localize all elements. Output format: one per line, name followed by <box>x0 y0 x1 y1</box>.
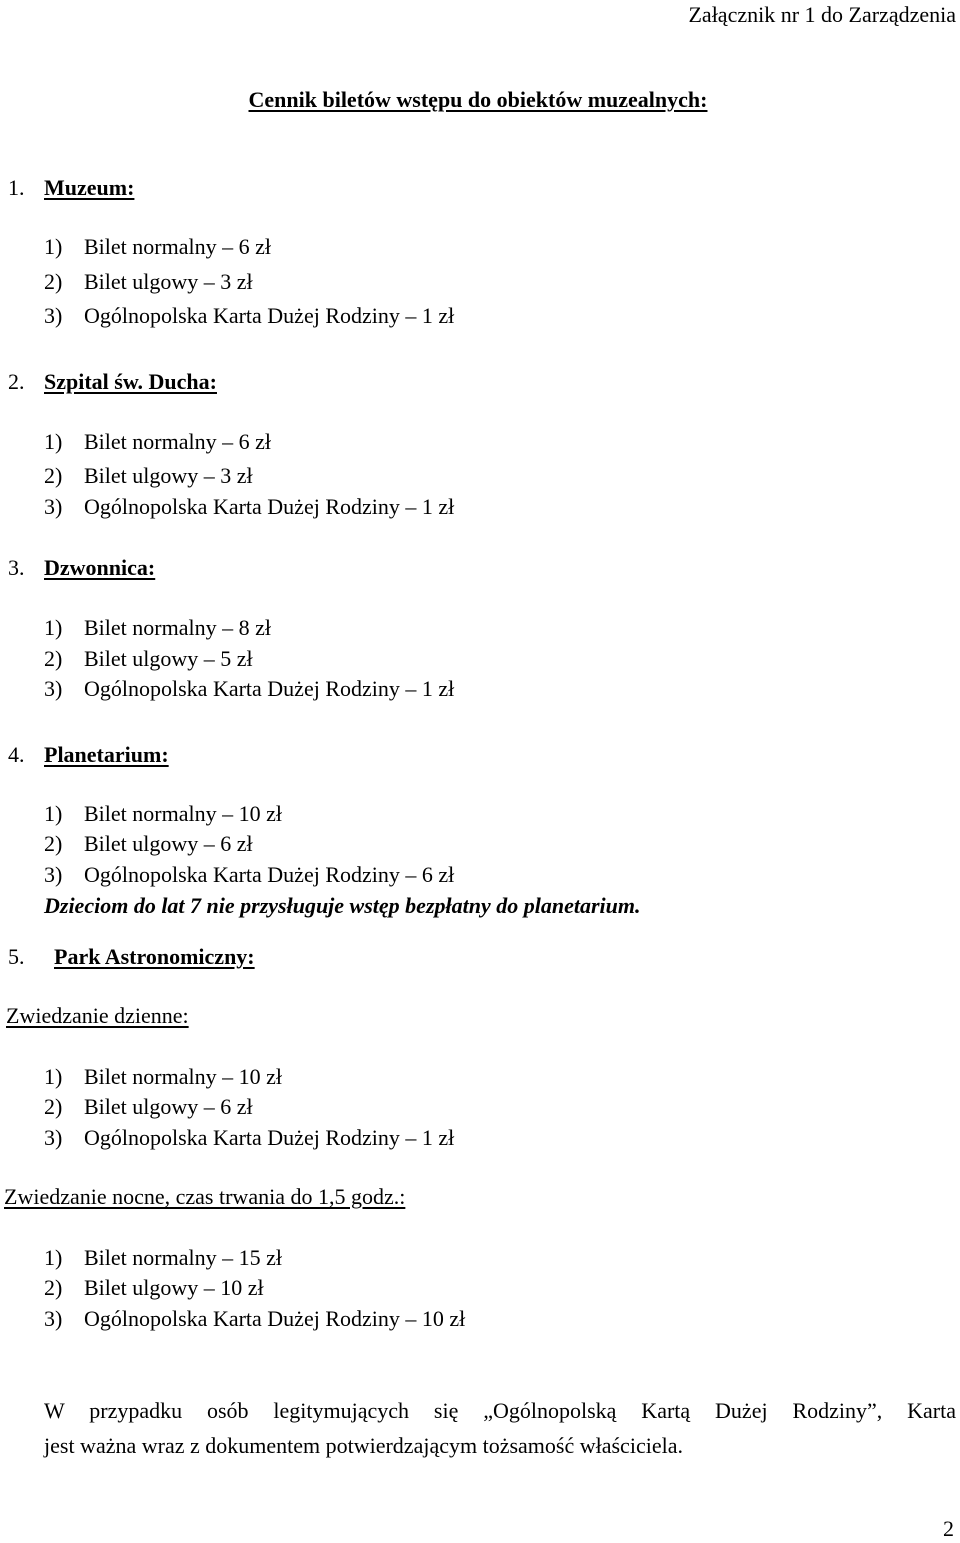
list-item: 3) Ogólnopolska Karta Dużej Rodziny – 6 zł <box>44 862 455 887</box>
list-item: 1) Bilet normalny – 8 zł <box>44 615 271 640</box>
list-item: 1) Bilet normalny – 10 zł <box>44 1064 282 1089</box>
list-item: 1) Bilet normalny – 6 zł <box>44 429 271 454</box>
section-4-title: Planetarium: <box>44 742 169 767</box>
list-item: 2) Bilet ulgowy – 10 zł <box>44 1275 264 1300</box>
list-item: 1) Bilet normalny – 15 zł <box>44 1245 282 1270</box>
annex-header: Załącznik nr 1 do Zarządzenia <box>688 2 956 27</box>
page-title: Cennik biletów wstępu do obiektów muzealnych: <box>248 87 708 112</box>
night-visit-heading: Zwiedzanie nocne, czas trwania do 1,5 godz.: <box>4 1184 406 1209</box>
list-item: 3) Ogólnopolska Karta Dużej Rodziny – 1 zł <box>44 303 455 328</box>
page-number: 2 <box>943 1516 954 1541</box>
list-item: 3) Ogólnopolska Karta Dużej Rodziny – 10 zł <box>44 1306 466 1331</box>
section-3-title: Dzwonnica: <box>44 555 156 580</box>
section-2-number: 2. <box>8 369 25 394</box>
list-item: 3) Ogólnopolska Karta Dużej Rodziny – 1 zł <box>44 1125 455 1150</box>
list-item: 1) Bilet normalny – 6 zł <box>44 234 271 259</box>
list-item: 3) Ogólnopolska Karta Dużej Rodziny – 1 zł <box>44 494 455 519</box>
list-item: 1) Bilet normalny – 10 zł <box>44 801 282 826</box>
day-visit-heading: Zwiedzanie dzienne: <box>6 1003 189 1028</box>
family-card-note-line-1: W przypadku osób legitymujących się „Ogólnopolską Kartą Dużej Rodziny”, Karta <box>44 1398 956 1423</box>
list-item: 2) Bilet ulgowy – 5 zł <box>44 646 253 671</box>
planetarium-note: Dzieciom do lat 7 nie przysługuje wstęp bezpłatny do planetarium. <box>44 893 641 918</box>
list-item: 3) Ogólnopolska Karta Dużej Rodziny – 1 zł <box>44 676 455 701</box>
family-card-note <box>44 1393 956 1463</box>
family-card-note-line-2: jest ważna wraz z dokumentem potwierdzającym tożsamość właściciela. <box>44 1433 683 1458</box>
section-5-title: Park Astronomiczny: <box>54 944 255 969</box>
section-1-number: 1. <box>8 175 25 200</box>
list-item: 2) Bilet ulgowy – 3 zł <box>44 269 253 294</box>
section-1-title: Muzeum: <box>44 175 135 200</box>
list-item: 2) Bilet ulgowy – 6 zł <box>44 1094 253 1119</box>
list-item: 2) Bilet ulgowy – 6 zł <box>44 831 253 856</box>
section-3-number: 3. <box>8 555 25 580</box>
section-5-number: 5. <box>8 944 25 969</box>
section-2-title: Szpital św. Ducha: <box>44 369 217 394</box>
section-4-number: 4. <box>8 742 25 767</box>
list-item: 2) Bilet ulgowy – 3 zł <box>44 463 253 488</box>
